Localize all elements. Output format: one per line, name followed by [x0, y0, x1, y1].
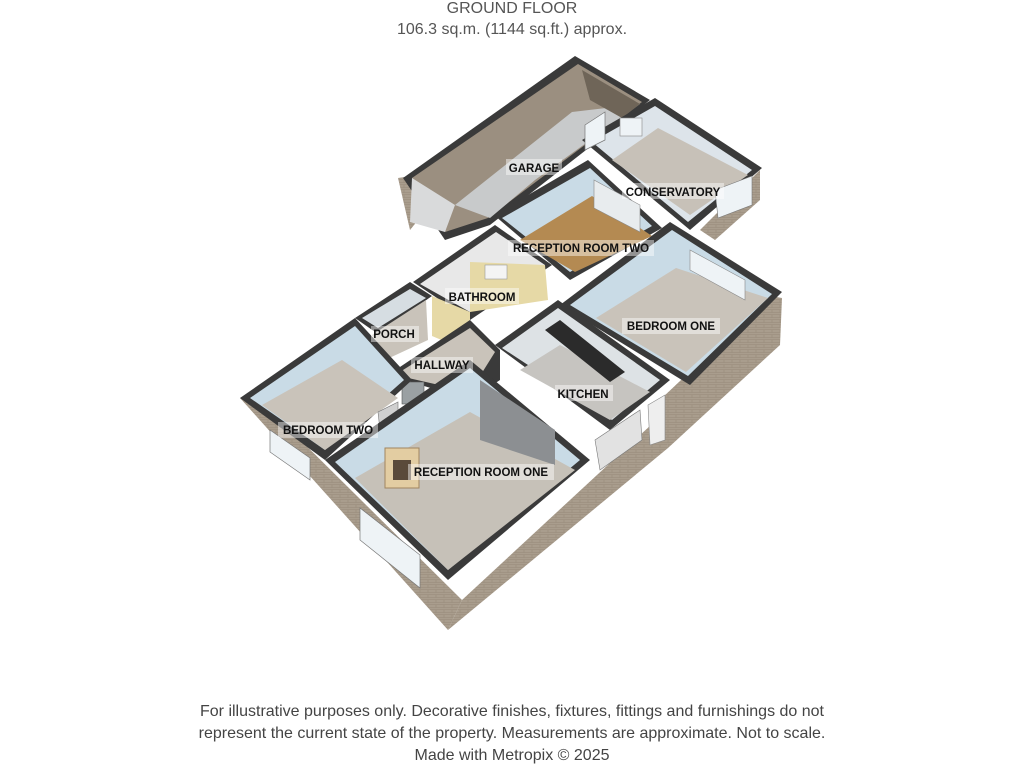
- label-kitchen: KITCHEN: [557, 389, 609, 401]
- label-bedroom-two: BEDROOM TWO: [282, 425, 374, 437]
- label-hallway: HALLWAY: [414, 360, 470, 372]
- label-porch: PORCH: [373, 329, 415, 341]
- label-reception-room-one: RECEPTION ROOM ONE: [413, 467, 549, 479]
- floor-title: GROUND FLOOR: [446, 0, 578, 17]
- floor-area: 106.3 sq.m. (1144 sq.ft.) approx.: [396, 21, 628, 38]
- disclaimer-line-2: represent the current state of the property. Measurements are approximate. Not to scale.: [198, 725, 826, 742]
- label-conservatory: CONSERVATORY: [625, 187, 721, 199]
- label-bedroom-one: BEDROOM ONE: [626, 321, 716, 333]
- label-reception-room-two: RECEPTION ROOM TWO: [512, 243, 650, 255]
- label-garage: GARAGE: [508, 163, 560, 175]
- disclaimer-line-1: For illustrative purposes only. Decorative finishes, fixtures, fittings and furnishings do not: [200, 703, 824, 720]
- label-bathroom: BATHROOM: [448, 292, 516, 304]
- credit-line: Made with Metropix © 2025: [414, 747, 610, 764]
